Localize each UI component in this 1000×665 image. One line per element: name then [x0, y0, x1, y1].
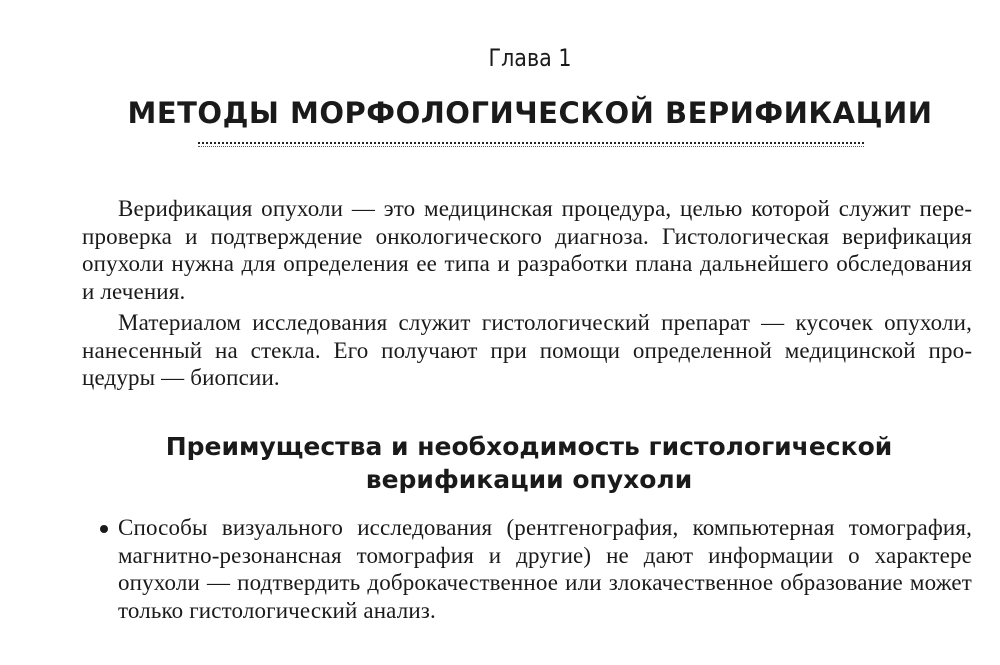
bullet-icon — [100, 525, 108, 533]
chapter-label: Глава 1 — [488, 44, 572, 72]
intro-paragraph-2: Материалом исследования служит гистологический препарат — кусочек опухоли, нанесенный на стекла. Его получают при помощи определенной медицинской процедуры — биопсии. — [82, 310, 972, 390]
section-heading — [0, 430, 1000, 496]
title-divider — [198, 142, 864, 144]
list-item-text: Способы визуального исследования (рентгенография, компьютерная томография, магнитно-резонансная томография и другие) не дают информации о характере опухоли — подтвердить доброкачественное или злокачественное образование может только гистологический анализ. — [118, 515, 972, 623]
list-item — [82, 514, 972, 624]
section-heading-line-1: Преимущества и необходимость гистологической — [165, 432, 893, 461]
title-divider-secondary — [198, 146, 864, 147]
section-heading-line-2: верификации опухоли — [365, 465, 693, 494]
chapter-title: МЕТОДЫ МОРФОЛОГИЧЕСКОЙ ВЕРИФИКАЦИИ — [127, 96, 933, 130]
intro-paragraph-1: Верификация опухоли — это медицинская процедура, целью которой служит перепроверка и подтверждение онкологического диагноза. Гистологическая верификация опухоли нужна для определения ее типа и разработки плана дальнейшего обследования и лечения. — [82, 196, 972, 304]
bullet-list — [82, 514, 972, 624]
